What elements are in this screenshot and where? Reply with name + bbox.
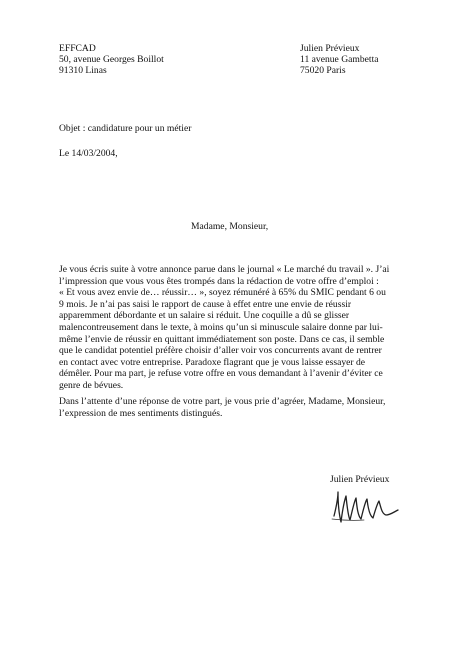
body-line: apparemment débordante et un salaire si réduit. Une coquille a dû se glisser — [59, 310, 350, 322]
body-line: Dans l’attente d’une réponse de votre part, je vous prie d’agréer, Madame, Monsieur, — [59, 396, 386, 407]
letter-date: Le 14/03/2004, — [59, 148, 118, 159]
body-line: que le candidat potentiel préfère choisir d’aller voir vos concurrents avant de rentrer — [59, 345, 382, 357]
sender-address — [59, 43, 164, 77]
body-line: même l’envie de réussir en quittant immédiatement son poste. Dans ce cas, il semble — [59, 333, 385, 345]
body-line: genre de bévues. — [59, 379, 124, 391]
sender-line: EFFCAD — [59, 43, 96, 54]
recipient-line: Julien Prévieux — [300, 43, 360, 54]
body-line: en contact avec votre entreprise. Paradoxe flagrant que je vous laisse essayer de — [59, 356, 366, 368]
body-line: l’expression de mes sentiments distingués. — [59, 407, 223, 419]
handwritten-signature — [330, 486, 400, 535]
signer-name: Julien Prévieux — [330, 474, 390, 485]
recipient-line: 75020 Paris — [300, 65, 346, 77]
recipient-address — [300, 43, 379, 77]
body-line: « Et vous avez envie de… réussir… », soyez rémunéré à 65% du SMIC pendant 6 ou — [59, 287, 386, 299]
body-line: Je vous écris suite à votre annonce parue dans le journal « Le marché du travail ». J’ai — [59, 264, 390, 275]
sender-line: 50, avenue Georges Boillot — [59, 54, 164, 66]
salutation: Madame, Monsieur, — [191, 221, 269, 232]
subject-line: Objet : candidature pour un métier — [59, 123, 192, 134]
body-paragraph-1 — [59, 264, 389, 392]
body-line: 9 mois. Je n’ai pas saisi le rapport de cause à effet entre une envie de réussir — [59, 298, 352, 310]
body-line: l’impression que vous vous êtes trompés dans la rédaction de votre offre d’emploi : — [59, 275, 379, 287]
recipient-line: 11 avenue Gambetta — [300, 54, 379, 66]
signature-scribble — [330, 486, 400, 530]
body-line: malencontreusement dans le texte, à moins qu’un si minuscule salaire donne par lui- — [59, 321, 383, 333]
sender-line: 91310 Linas — [59, 65, 107, 77]
body-paragraph-2 — [59, 396, 385, 419]
body-line: démêler. Pour ma part, je refuse votre offre en vous demandant à l’avenir d’éviter ce — [59, 368, 383, 380]
